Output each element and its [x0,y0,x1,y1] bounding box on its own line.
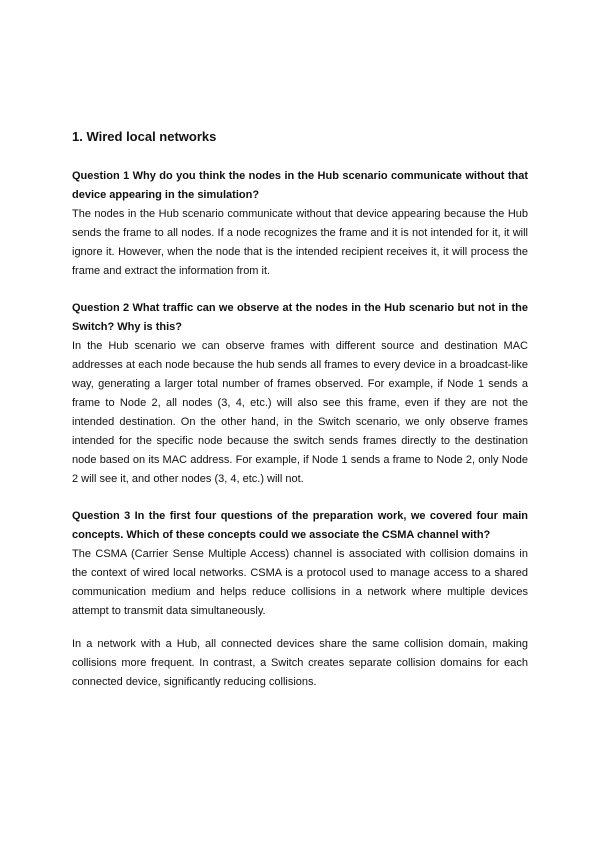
question-block-3 [72,507,528,692]
question-block-1 [72,167,528,281]
question-1-title: Question 1 Why do you think the nodes in the Hub scenario communicate without that device appearing in the simulation? [72,170,528,201]
question-3-answer-paragraph-1: The CSMA (Carrier Sense Multiple Access) channel is associated with collision domains in the context of wired local networks. CSMA is a protocol used to manage access to a shared communication medium and helps reduce collisions in a network where multiple devices attempt to transmit data simultaneously. [72,548,528,617]
question-block-2 [72,299,528,489]
question-3-answer-paragraph-2: In a network with a Hub, all connected devices share the same collision domain, making collisions more frequent. In contrast, a Switch creates separate collision domains for each connected device, significantly reducing collisions. [72,638,528,688]
document-content [72,128,528,710]
question-3-title: Question 3 In the first four questions of the preparation work, we covered four main concepts. Which of these concepts could we associate the CSMA channel with? [72,510,528,541]
section-title: 1. Wired local networks [72,129,217,144]
question-2-title: Question 2 What traffic can we observe at the nodes in the Hub scenario but not in the Switch? Why is this? [72,302,528,333]
question-2-answer: In the Hub scenario we can observe frames with different source and destination MAC addresses at each node because the hub sends all frames to every device in a broadcast-like way, generating a larger total number of frames observed. For example, if Node 1 sends a frame to Node 2, all nodes (3, 4, etc.) will also see this frame, even if they are not the intended destination. On the other hand, in the Switch scenario, we only observe frames intended for the specific node because the switch sends frames directly to the destination node based on its MAC address. For example, if Node 1 sends a frame to Node 2, only Node 2 will see it, and other nodes (3, 4, etc.) will not. [72,340,528,485]
question-1-answer: The nodes in the Hub scenario communicate without that device appearing because the Hub sends the frame to all nodes. If a node recognizes the frame and it is not intended for it, it will ignore it. However, when the node that is the intended recipient receives it, it will process the frame and extract the information from it. [72,208,528,277]
